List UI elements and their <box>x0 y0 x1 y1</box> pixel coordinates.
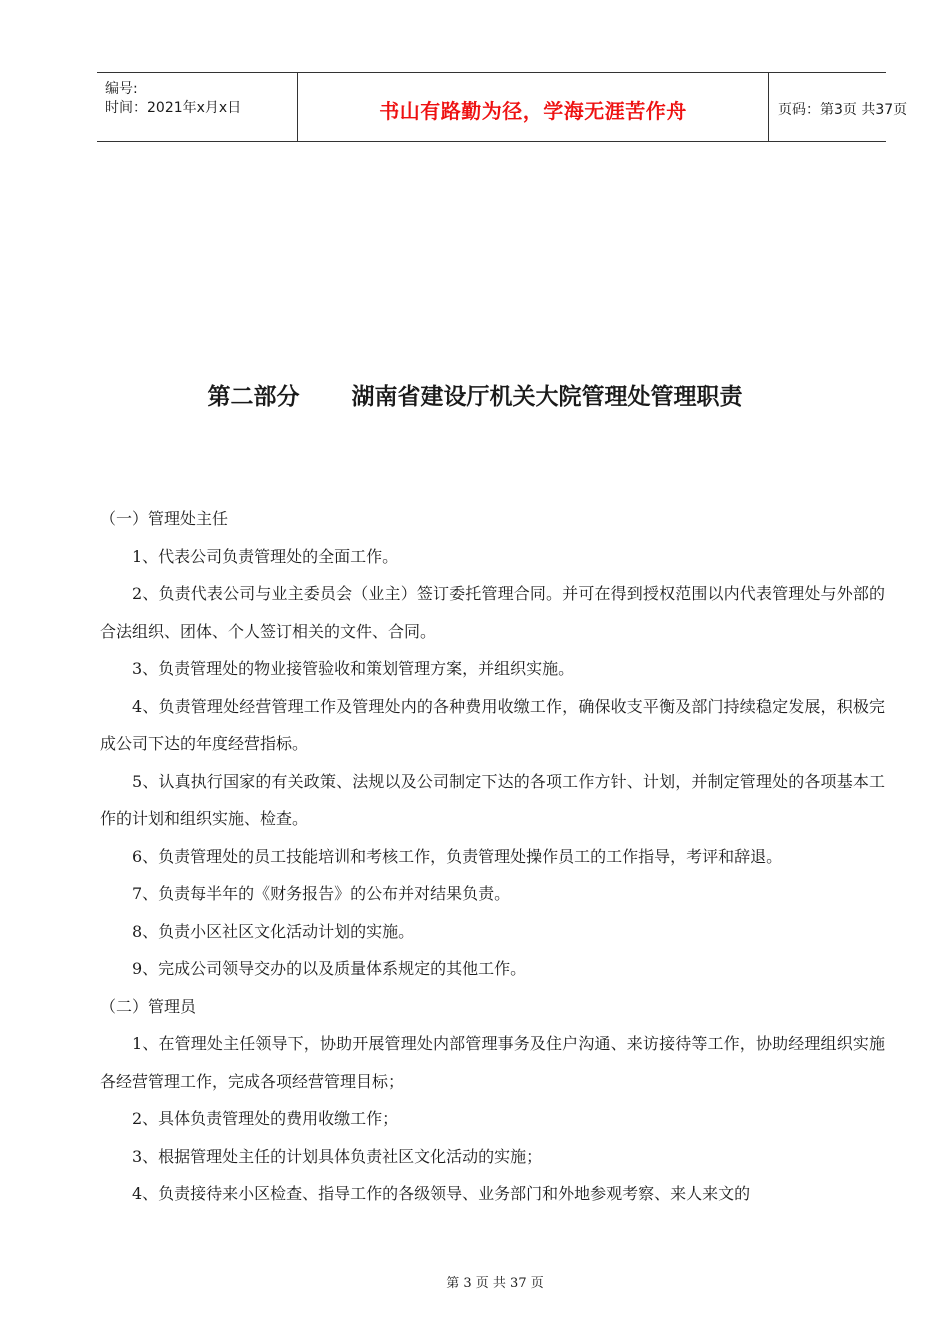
list-item: 1、在管理处主任领导下，协助开展管理处内部管理事务及住户沟通、来访接待等工作，协助经理组织实施各经营管理工作，完成各项经营管理目标； <box>100 1034 885 1091</box>
header-page-cell <box>768 73 908 141</box>
document-body <box>100 500 885 1213</box>
document-header <box>97 72 908 142</box>
list-item: 6、负责管理处的员工技能培训和考核工作，负责管理处操作员工的工作指导，考评和辞退。 <box>132 846 783 866</box>
list-item: 1、代表公司负责管理处的全面工作。 <box>132 546 399 566</box>
header-motto-cell <box>297 73 769 141</box>
title-part: 第二部分 <box>207 384 300 410</box>
list-item: 8、负责小区社区文化活动计划的实施。 <box>132 921 415 941</box>
header-meta-cell <box>97 73 297 141</box>
page-title <box>0 378 950 411</box>
list-item: 4、负责接待来小区检查、指导工作的各级领导、业务部门和外地参观考察、来人来文的 <box>132 1184 751 1203</box>
page-footer: 第 3 页 共 37 页 <box>446 1276 544 1291</box>
header-page-number: 页码：第3页 共37页 <box>778 102 908 118</box>
list-item: 4、负责管理处经营管理工作及管理处内的各种费用收缴工作，确保收支平衡及部门持续稳定发展，积极完成公司下达的年度经营指标。 <box>100 696 885 753</box>
document-date: 时间：2021年x月x日 <box>105 100 242 116</box>
list-item: 3、根据管理处主任的计划具体负责社区文化活动的实施； <box>132 1146 543 1166</box>
list-item: 5、认真执行国家的有关政策、法规以及公司制定下达的各项工作方针、计划，并制定管理处的各项基本工作的计划和组织实施、检查。 <box>100 771 885 828</box>
title-name: 湖南省建设厅机关大院管理处管理职责 <box>351 384 743 410</box>
section-heading: （一）管理处主任 <box>100 509 229 528</box>
list-item: 3、负责管理处的物业接管验收和策划管理方案，并组织实施。 <box>132 659 575 678</box>
document-number: 编号: <box>105 81 138 97</box>
section-heading: （二）管理员 <box>100 996 197 1016</box>
list-item: 2、具体负责管理处的费用收缴工作； <box>132 1109 399 1128</box>
header-motto: 书山有路勤为径，学海无涯苦作舟 <box>379 99 687 123</box>
list-item: 7、负责每半年的《财务报告》的公布并对结果负责。 <box>132 884 511 903</box>
list-item: 2、负责代表公司与业主委员会（业主）签订委托管理合同。并可在得到授权范围以内代表管理处与外部的合法组织、团体、个人签订相关的文件、合同。 <box>100 584 885 641</box>
list-item: 9、完成公司领导交办的以及质量体系规定的其他工作。 <box>132 959 527 978</box>
